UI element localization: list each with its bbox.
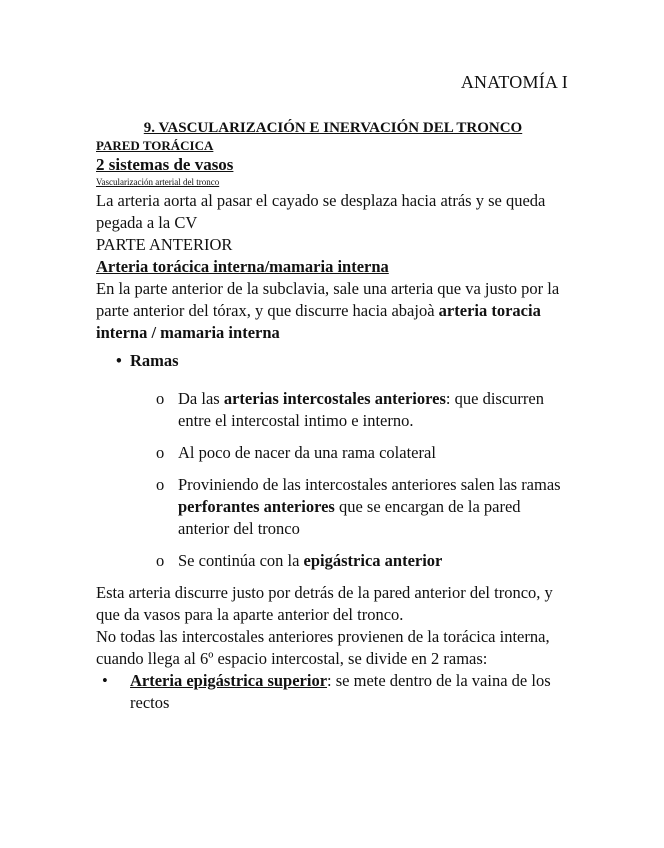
epigastric-description: : se mete dentro de la vaina de los rectos [130,671,551,712]
arrow-glyph: à [427,301,439,320]
item-text: Al poco de nacer da una rama colateral [178,443,436,462]
ramas-label: Ramas [130,351,179,370]
item-bold: epigástrica anterior [303,551,443,570]
list-item [156,474,570,540]
paragraph-discurre: Esta arteria discurre justo por detrás de la pared anterior del tronco, y que da vasos para la aparte anterior del tronco. [96,583,553,624]
epigastric-bullet [102,670,570,714]
document-body [96,118,570,714]
list-item [156,388,570,432]
list-item [156,442,570,464]
section-title: 9. VASCULARIZACIÓN E INERVACIÓN DEL TRONCO [143,120,523,136]
item-bold: perforantes anteriores [178,497,335,516]
paragraph-intercostales: No todas las intercostales anteriores provienen de la torácica interna, cuando llega al 6º espacio intercostal, se divide en 2 ramas: [96,627,550,668]
circle-bullet-icon: o [156,389,165,408]
item-bold: arterias intercostales anteriores [223,389,446,408]
item-text: Se continúa con la [178,551,304,570]
bullet-icon: • [102,671,108,690]
part-label: PARTE ANTERIOR [96,235,233,254]
paragraph-subclavia-text: En la parte anterior de la subclavia, sale una arteria que va justo por la parte anterior del tórax, y que discurre hacia abajo [96,279,560,320]
circle-bullet-icon: o [156,475,165,494]
course-header: ANATOMÍA I [460,72,568,92]
bullet-icon: • [116,351,122,370]
item-text: Proviniendo de las intercostales anteriores salen las ramas [178,475,561,494]
paragraph-subclavia [96,278,570,344]
item-text: que se encargan de la pared anterior del tronco [178,497,521,538]
item-text: Da las [178,389,224,408]
ramas-bullet [116,350,570,372]
circle-bullet-icon: o [156,443,165,462]
ramas-list [156,388,570,572]
epigastric-term: Arteria epigástrica superior [130,671,328,690]
paragraph-aorta: La arteria aorta al pasar el cayado se desplaza hacia atrás y se queda pegada a la CV [96,191,546,232]
subsection-title: PARED TORÁCICA [96,138,214,153]
artery-heading: Arteria torácica interna/mamaria interna [96,257,389,276]
systems-heading: 2 sistemas de vasos [96,155,234,174]
item-text: : que discurren entre el intercostal intimo e interno. [178,389,544,430]
tiny-note: Vascularización arterial del tronco [96,177,220,187]
artery-name: arteria toracia interna / mamaria interna [96,301,541,342]
list-item [156,550,570,572]
circle-bullet-icon: o [156,551,165,570]
